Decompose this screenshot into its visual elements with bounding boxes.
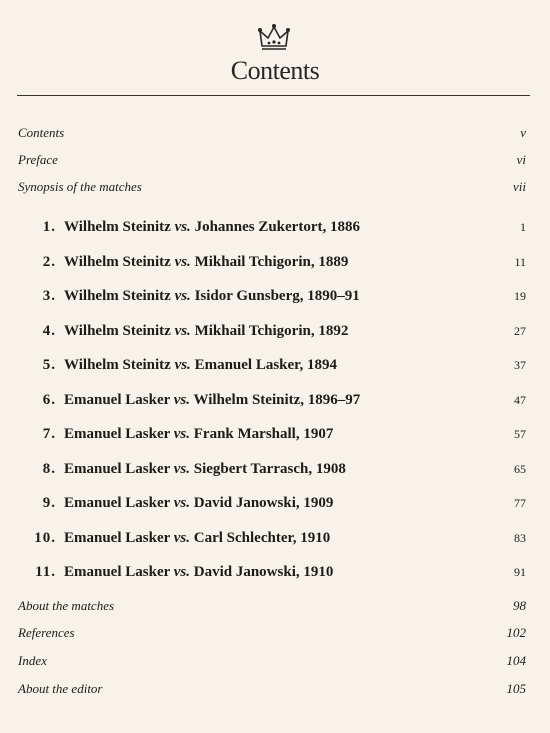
player-two: David Janowski, 1909 bbox=[193, 495, 334, 511]
versus-label: vs. bbox=[174, 254, 191, 270]
toc-match-4[interactable] bbox=[18, 323, 526, 345]
player-one: Emanuel Lasker bbox=[64, 392, 170, 408]
player-one: Emanuel Lasker bbox=[64, 426, 170, 442]
match-number: 7. bbox=[42, 426, 56, 442]
match-number: 9. bbox=[42, 495, 56, 511]
versus-label: vs. bbox=[174, 323, 191, 339]
toc-match-3[interactable] bbox=[18, 288, 526, 310]
toc-match-5[interactable] bbox=[18, 357, 526, 379]
match-page: 91 bbox=[514, 565, 526, 579]
toc-entry-page: 102 bbox=[506, 625, 526, 640]
match-page: 27 bbox=[514, 324, 526, 338]
player-two: David Janowski, 1910 bbox=[193, 564, 334, 580]
toc-entry-page: vii bbox=[513, 179, 526, 194]
versus-label: vs. bbox=[174, 288, 191, 304]
toc-match-8[interactable] bbox=[18, 461, 526, 483]
match-number: 10. bbox=[34, 530, 56, 546]
player-one: Emanuel Lasker bbox=[64, 461, 170, 477]
match-page: 57 bbox=[514, 427, 526, 441]
match-page: 11 bbox=[514, 255, 526, 269]
player-two: Mikhail Tchigorin, 1889 bbox=[194, 254, 349, 270]
player-two: Emanuel Lasker, 1894 bbox=[194, 357, 337, 373]
match-title bbox=[64, 254, 514, 271]
toc-match-1[interactable] bbox=[18, 219, 526, 241]
toc-match-7[interactable] bbox=[18, 426, 526, 448]
toc-entry-contents[interactable] bbox=[18, 125, 526, 147]
versus-label: vs. bbox=[173, 461, 190, 477]
player-two: Frank Marshall, 1907 bbox=[193, 426, 334, 442]
toc-match-2[interactable] bbox=[18, 254, 526, 276]
versus-label: vs. bbox=[173, 392, 190, 408]
match-page: 1 bbox=[520, 220, 526, 234]
toc-entry-label: References bbox=[18, 625, 75, 640]
toc-match-6[interactable] bbox=[18, 392, 526, 414]
versus-label: vs. bbox=[173, 495, 190, 511]
toc-entry-label: About the editor bbox=[18, 681, 103, 696]
player-one: Wilhelm Steinitz bbox=[64, 323, 171, 339]
toc-entry-about-matches[interactable] bbox=[18, 598, 526, 620]
toc-entry-synopsis[interactable] bbox=[18, 179, 526, 201]
match-title bbox=[64, 495, 514, 512]
player-one: Wilhelm Steinitz bbox=[64, 254, 171, 270]
match-page: 65 bbox=[514, 462, 526, 476]
match-page: 77 bbox=[514, 496, 526, 510]
match-title bbox=[64, 288, 514, 305]
match-title bbox=[64, 530, 514, 547]
match-title bbox=[64, 564, 514, 581]
match-page: 83 bbox=[514, 531, 526, 545]
toc-match-9[interactable] bbox=[18, 495, 526, 517]
match-title bbox=[64, 219, 520, 236]
page-title: Contents bbox=[230, 56, 320, 85]
versus-label: vs. bbox=[173, 530, 190, 546]
toc-entry-page: 105 bbox=[506, 681, 526, 696]
match-title bbox=[64, 357, 514, 374]
player-one: Wilhelm Steinitz bbox=[64, 357, 171, 373]
player-two: Siegbert Tarrasch, 1908 bbox=[193, 461, 346, 477]
match-title bbox=[64, 461, 514, 478]
player-two: Johannes Zukertort, 1886 bbox=[194, 219, 360, 235]
toc-entry-about-editor[interactable] bbox=[18, 681, 526, 703]
toc-entry-label: About the matches bbox=[18, 598, 115, 613]
player-one: Emanuel Lasker bbox=[64, 530, 170, 546]
toc-entry-page: 104 bbox=[506, 653, 526, 668]
toc-entry-references[interactable] bbox=[18, 625, 526, 647]
match-number: 11. bbox=[35, 564, 56, 580]
toc-entry-label: Preface bbox=[18, 152, 58, 167]
player-one: Emanuel Lasker bbox=[64, 564, 170, 580]
match-page: 37 bbox=[514, 358, 526, 372]
match-number: 4. bbox=[42, 323, 56, 339]
crown-icon bbox=[257, 22, 291, 52]
toc-entry-preface[interactable] bbox=[18, 152, 526, 174]
toc-match-10[interactable] bbox=[18, 530, 526, 552]
match-number: 5. bbox=[42, 357, 56, 373]
toc-entry-label: Synopsis of the matches bbox=[18, 179, 142, 194]
toc-entry-index[interactable] bbox=[18, 653, 526, 675]
toc-entry-page: 98 bbox=[513, 598, 526, 613]
match-number: 6. bbox=[42, 392, 56, 408]
match-page: 19 bbox=[514, 289, 526, 303]
match-number: 1. bbox=[42, 219, 56, 235]
player-one: Wilhelm Steinitz bbox=[64, 288, 171, 304]
match-title bbox=[64, 323, 514, 340]
player-two: Mikhail Tchigorin, 1892 bbox=[194, 323, 349, 339]
toc-match-11[interactable] bbox=[18, 564, 526, 586]
match-number: 8. bbox=[42, 461, 56, 477]
toc-entry-page: v bbox=[520, 125, 526, 140]
player-one: Emanuel Lasker bbox=[64, 495, 170, 511]
match-number: 3. bbox=[42, 288, 56, 304]
match-title bbox=[64, 392, 514, 409]
player-two: Wilhelm Steinitz, 1896–97 bbox=[193, 392, 361, 408]
match-title bbox=[64, 426, 514, 443]
versus-label: vs. bbox=[173, 426, 190, 442]
versus-label: vs. bbox=[174, 357, 191, 373]
versus-label: vs. bbox=[173, 564, 190, 580]
match-number: 2. bbox=[42, 254, 56, 270]
versus-label: vs. bbox=[174, 219, 191, 235]
player-two: Isidor Gunsberg, 1890–91 bbox=[194, 288, 360, 304]
toc-entry-label: Contents bbox=[18, 125, 65, 140]
toc-entry-page: vi bbox=[516, 152, 526, 167]
match-page: 47 bbox=[514, 393, 526, 407]
player-one: Wilhelm Steinitz bbox=[64, 219, 171, 235]
toc-entry-label: Index bbox=[18, 653, 47, 668]
title-divider bbox=[17, 95, 530, 96]
player-two: Carl Schlechter, 1910 bbox=[193, 530, 331, 546]
